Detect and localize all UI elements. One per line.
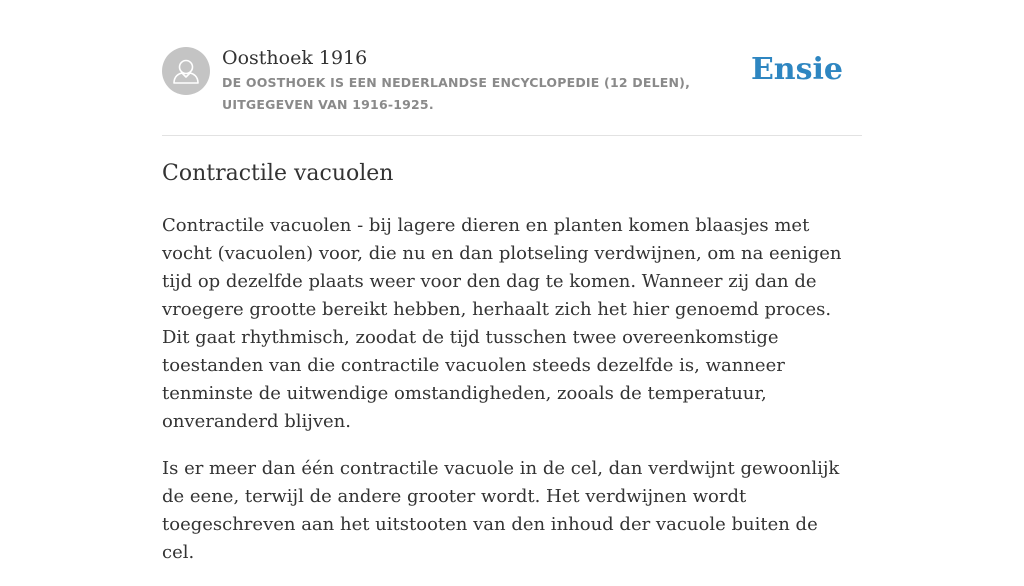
article-body: [162, 212, 852, 586]
source-description: DE OOSTHOEK IS EEN NEDERLANDSE ENCYCLOPEDIE (12 DELEN), UITGEGEVEN VAN 1916-1925.: [222, 75, 691, 112]
source-name-link[interactable]: Oosthoek 1916: [222, 47, 368, 69]
user-icon: [162, 47, 210, 95]
source-header: [162, 46, 862, 136]
article-paragraph: Contractile vacuolen - bij lagere dieren en planten komen blaasjes met vocht (vacuolen) voor, die nu en dan plotseling verdwijnen, om na eenigen tijd op dezelfde plaats weer voor den dag te komen. Wanneer zij dan de vroegere grootte bereikt hebben, herhaalt zich het hier genoemd proces. Dit gaat rhythmisch, zoodat de tijd tusschen twee overeenkomstige toestanden van die contractile vacuolen steeds dezelfde is, wanneer tenminste de uitwendige omstandigheden, zooals de temperatuur, onveranderd blijven.: [162, 215, 842, 432]
source-avatar[interactable]: [162, 47, 210, 95]
article-title: Contractile vacuolen: [162, 161, 394, 186]
ensie-logo[interactable]: Ensie: [750, 52, 843, 87]
article-paragraph: Is er meer dan één contractile vacuole in de cel, dan verdwijnt gewoonlijk de eene, terwijl de andere grooter wordt. Het verdwijnen wordt toegeschreven aan het uitstooten van den inhoud der vacuole buiten de cel.: [162, 458, 840, 563]
header-divider: [162, 135, 862, 136]
